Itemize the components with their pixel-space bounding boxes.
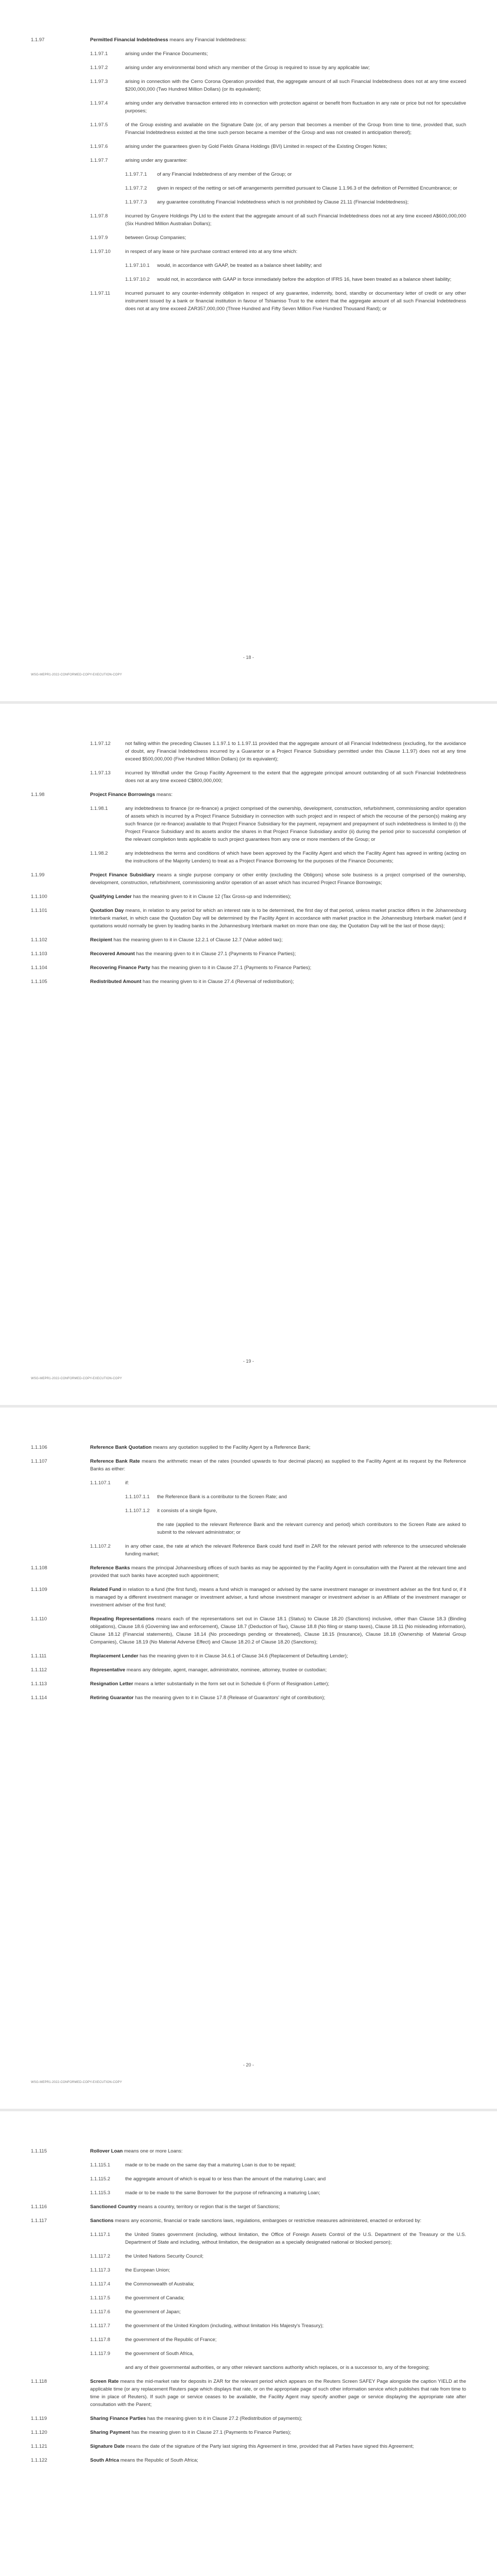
clause [31,936,466,944]
defined-term: Screen Rate [90,2379,119,2384]
clause [31,2378,466,2409]
clause [31,769,466,785]
clause-number: 1.1.117.5 [90,2295,110,2301]
clause-body [125,64,466,72]
clause-body [90,2217,466,2225]
clause-number: 1.1.97.9 [90,235,108,241]
footer-reference: WSG-MEPR1-2022-CONFORMED-COPY-EXECUTION-COPY [31,1377,122,1380]
clause-text: means a letter substantially in the form set out in Schedule 6 (Form of Resignation Letter); [133,1681,330,1687]
clause [31,1458,466,1473]
clause-body [125,212,466,228]
clause-body [125,740,466,763]
defined-term: Project Finance Subsidiary [90,872,155,878]
clause [31,2252,466,2260]
clause-body [125,50,466,58]
clause-text: has the meaning given to it in Clause 27.2 (Redistribution of payments); [146,2416,302,2421]
clause [31,2175,466,2183]
clause-text: made or to be made on the same day that a maturing Loan is due to be repaid; [125,2162,296,2168]
clause-body [90,2378,466,2409]
clause-number: 1.1.117.6 [90,2309,110,2315]
clause [31,1493,466,1501]
clause [31,143,466,150]
clause-body [125,2322,466,2330]
clause-body [90,1444,466,1451]
clause-text: in any other case, the rate at which the relevant Reference Bank could fund itself in ZAR for the relevant period with reference to the unsecured wholesale funding market; [125,1544,466,1557]
clause-text: the government of the Republic of France; [125,2337,217,2343]
clause-number: 1.1.115.3 [90,2190,110,2196]
defined-term: Sharing Finance Parties [90,2416,146,2421]
defined-term: Recipient [90,937,112,943]
clause-text: incurred by Windfall under the Group Facility Agreement to the extent that the aggregate principal amount outstanding of all such Financial Indebtedness does not at any time exceed C$800,000,000; [125,770,466,784]
clause-text: means any quotation supplied to the Facility Agent by a Reference Bank; [151,1445,311,1450]
page-number: - 19 - [243,1359,254,1364]
clause [31,2217,466,2225]
clause-text: the European Union; [125,2267,170,2273]
clause-number: 1.1.117 [31,2218,47,2224]
clause-text: has the meaning given to it in Clause 34.6.1 of Clause 34.6 (Replacement of Defaulting Lender); [138,1653,348,1659]
clause-number: 1.1.98.1 [90,806,108,811]
clause-body [125,1479,466,1487]
clause-text: of any Financial Indebtedness of any member of the Group; or [157,172,292,177]
clause-number: 1.1.112 [31,1667,47,1673]
clause-text: any indebtedness the terms and conditions of which have been approved by the Facility Agent and which the Facility Agent has agreed in writing (acting on the instructions of the Majority Lenders) to treat as a Project Finance Borrowing for the purposes of the Finance Documents; [125,851,466,864]
clause-text: means a single purpose company or other entity (excluding the Obligors) whose sole business is a project comprised of the ownership, development, construction, refurbishment, commissioning and/or operation of an asset which has incurred Project Finance Borrowings; [90,872,466,886]
clause-text: between Group Companies; [125,235,186,241]
clause [31,64,466,72]
clause-number: 1.1.115.2 [90,2176,110,2182]
clause-number: 1.1.97.1 [90,51,108,57]
clause-text: the United Nations Security Council; [125,2253,204,2259]
clause-body [157,184,466,192]
clause-body [125,2266,466,2274]
clause-body [157,262,466,269]
clause [31,248,466,256]
clause [31,1680,466,1688]
clause [31,2336,466,2344]
clause-continuation: and any of their governmental authorities, or any other relevant sanctions authority which replaces, or is a successor to, any of the foregoing; [125,2365,430,2370]
clause-number: 1.1.107 [31,1459,47,1464]
clause-body [90,2429,466,2436]
clause [31,1444,466,1451]
clause-number: 1.1.97 [31,37,45,43]
clause-number: 1.1.97.5 [90,122,108,128]
clause [31,2415,466,2422]
defined-term: Permitted Financial Indebtedness [90,37,168,43]
defined-term: Reference Bank Quotation [90,1445,152,1450]
clause-body [125,2294,466,2302]
clause-number: 1.1.117.4 [90,2281,110,2287]
clause-text: means, in relation to any period for which an interest rate is to be determined, the first day of that period, unless market practice differs in the Johannesburg Interbank market, in which case the Quotation Day will be determined by the Facility Agent in accordance with market practice in the Johannesburg Interbank market (and if quotations would normally be given by leading banks in the Johannesburg Interbank market on more than one day, the Quotation Day will be the last of those days); [90,908,466,929]
clause-body [157,276,466,283]
clause-body [125,2231,466,2246]
clause-text: arising under any derivative transaction entered into in connection with protection against or benefit from fluctuation in any rate or price but not for speculative purposes; [125,100,466,114]
clause-number: 1.1.97.10 [90,249,111,255]
clause-number: 1.1.105 [31,979,47,985]
clause [31,950,466,958]
clause-number: 1.1.99 [31,872,45,878]
clause [31,871,466,887]
clause-body [90,2203,466,2211]
clause-number: 1.1.97.11 [90,291,110,296]
clause-body [125,2280,466,2288]
clause-number: 1.1.97.8 [90,213,108,219]
clause-text: in respect of any lease or hire purchase contract entered into at any time which: [125,249,298,255]
clause [31,2203,466,2211]
clause [31,1652,466,1660]
clause-number: 1.1.97.3 [90,79,108,84]
clause [31,964,466,972]
clause [31,2280,466,2288]
clause-body [90,2456,466,2464]
clause-text: arising under any environmental bond which any member of the Group is required to issue by any applicable law; [125,65,370,71]
defined-term: Resignation Letter [90,1681,133,1687]
clause-body [90,2415,466,2422]
defined-term: Replacement Lender [90,1653,139,1659]
defined-term: Repeating Representations [90,1616,155,1622]
clause-number: 1.1.103 [31,951,47,957]
clause-body [90,36,466,44]
clause-number: 1.1.107.1 [90,1480,111,1486]
clause-number: 1.1.97.7 [90,158,108,163]
clause-body [90,1586,466,1609]
clause-body [90,1652,466,1660]
clause [31,198,466,206]
clause-text: means the arithmetic mean of the rates (rounded upwards to four decimal places) as supplied to the Facility Agent at its request by the Reference Banks as either: [90,1459,467,1472]
clause-body [90,978,466,986]
clause-body [125,2336,466,2344]
clause [31,99,466,115]
clause-body [125,234,466,242]
clause-body [90,907,466,930]
clause-body [90,2443,466,2450]
clause [31,2308,466,2316]
clause-number: 1.1.104 [31,965,47,971]
clause [31,50,466,58]
clause [31,262,466,269]
clause-body [90,2147,466,2155]
clause [31,2231,466,2246]
clause-body [90,871,466,887]
clause [31,157,466,164]
defined-term: Sanctioned Country [90,2204,137,2210]
clause [31,1666,466,1674]
clause [31,2322,466,2330]
defined-term: Sharing Payment [90,2430,130,2435]
clause-body [125,769,466,785]
clause-number: 1.1.107.1.1 [125,1494,150,1500]
defined-term: Project Finance Borrowings [90,792,156,798]
clause [31,2266,466,2274]
clause-number: 1.1.122 [31,2458,47,2463]
defined-term: Reference Banks [90,1565,130,1571]
clause-text: means the mid-market rate for deposits in ZAR for the relevant period which appears on the Reuters Screen SAFEY Page alongside the caption YIELD at the applicable time (or any replacement Reuters page which displays that rate, or on the appropriate page of such other information service which publishes that rate from time to time in place of Reuters). If such page or service ceases to be available, the Facility Agent may specify another page or service displaying the appropriate rate after consultation with the Parent; [90,2379,466,2408]
clause [31,184,466,192]
defined-term: Sanctions [90,2218,114,2224]
clause-text: has the meaning given to it in Clause 27.1 (Payments to Finance Parties); [150,965,312,971]
clause-text: has the meaning given to it in Clause 27.1 (Payments to Finance Parties); [134,951,296,957]
clause-text: if: [125,1480,129,1486]
clause [31,978,466,986]
clause-number: 1.1.115 [31,2148,47,2154]
clause-text: it consists of a single figure, [157,1508,217,1514]
clause-number: 1.1.98 [31,792,45,798]
clause-number: 1.1.97.10.1 [125,263,150,268]
clause [31,290,466,313]
clause [31,2456,466,2464]
clause [31,171,466,178]
clause-body [90,950,466,958]
clause [31,907,466,930]
clause-text: means any economic, financial or trade sanctions laws, regulations, embargoes or restrictive measures administered, enacted or enforced by: [113,2218,422,2224]
clause [31,1543,466,1558]
clause-number: 1.1.97.10.2 [125,277,150,282]
clause-number: 1.1.106 [31,1445,47,1450]
clause [31,121,466,137]
clause [31,78,466,93]
clause-number: 1.1.118 [31,2379,47,2384]
clause-text: means any delegate, agent, manager, administrator, nominee, attorney, trustee or custodian; [125,1667,327,1673]
clause-number: 1.1.117.7 [90,2323,110,2329]
clause-number: 1.1.113 [31,1681,47,1687]
clause-text: any indebtedness to finance (or re-finance) a project comprised of the ownership, development, construction, refurbishment, commissioning and/or operation of assets which is incurred by a Project Finance Subsidiary in connection with such project and in respect of which the recourse of the person(s) making any such finance (or re-finance) available to that Project Finance Subsidiary for the payment, repayment and prepayment of such indebtedness is limited to (i) the Project Finance Subsidiary and its assets and/or the shares in that Project Finance Subsidiary and/or (ii) during the period prior to successful completion of the relevant completion tests applicable to such project guarantees from any one or more members of the Group; or [125,806,466,842]
clause-body [90,1666,466,1674]
clause-text: has the meaning given to it in Clause 12.2.1 of Clause 12.7 (Value added tax); [112,937,283,943]
clause-text: not falling within the preceding Clauses 1.1.97.1 to 1.1.97.11 provided that the aggregate amount of all Financial Indebtedness (excluding, for the avoidance of doubt, any Financial Indebtedness incurred by a Guarantor or a Project Finance Subsidiary permitted under this Clause 1.1.97) does not at any time exceed $500,000,000 (Five Hundred Million Dollars) (or its equivalent); [125,741,466,762]
clause-body [157,171,466,178]
clause [31,850,466,865]
clause-body [157,1493,466,1501]
clause-body [125,2161,466,2169]
clause-number: 1.1.110 [31,1616,47,1622]
clause-text: means each of the representations set out in Clause 18.1 (Status) to Clause 18.20 (Sanctions) inclusive, other than Clause 18.3 (Binding obligations), Clause 18.6 (Governing law and enforcement), Clause 18.7 (Deduction of Tax), Clause 18.8 (No filing or stamp taxes), Clause 18.11 (No misleading information), Clause 18.12 (Financial statements), Clause 18.14 (No proceedings pending or threatened), Clause 18.15 (Insurance), Clause 18.18 (Ownership of Material Group Companies), Clause 18.19 (No Material Adverse Effect) and Clause 18.20.2 of Clause 18.20 (Sanctions); [90,1616,466,1645]
clause [31,2161,466,2169]
clause-text: made or to be made to the same Borrower for the purpose of refinancing a maturing Loan; [125,2190,320,2196]
clause-text: the government of South Africa, [125,2351,194,2357]
clause [31,2443,466,2450]
clause-body [125,157,466,164]
defined-term: Rollover Loan [90,2148,123,2154]
clause-text: has the meaning given to it in Clause 12 (Tax Gross-up and Indemnities); [131,894,292,900]
defined-term: Qualifying Lender [90,894,132,900]
clause-continuation: the rate (applied to the relevant Reference Bank and the relevant currency and period) which contributors to the Screen Rate are asked to submit to the relevant administrator; or [157,1522,466,1535]
clause [31,1479,466,1487]
clause-text: would not, in accordance with GAAP in force immediately before the adoption of IFRS 16, have been treated as a balance sheet liability; [157,277,452,282]
clause-number: 1.1.107.2 [90,1544,111,1549]
clause-number: 1.1.107.1.2 [125,1508,150,1514]
clause-text: given in respect of the netting or set-off arrangements permitted pursuant to Clause 1.1.96.3 of the definition of Permitted Encumbrance; or [157,185,457,191]
clause-body [90,964,466,972]
clause [31,1615,466,1646]
clause [31,2429,466,2436]
clause-body [90,1458,466,1473]
clause-number: 1.1.119 [31,2416,47,2421]
clause-number: 1.1.117.8 [90,2337,110,2343]
clause-text: the United States government (including, without limitation, the Office of Foreign Assets Control of the U.S. Department of the Treasury or the U.S. Department of State and including, without limitation, the designation as a specially designated national or blocked person); [125,2232,466,2245]
clause-number: 1.1.117.9 [90,2351,110,2357]
clause-text: of the Group existing and available on the Signature Date (or, of any person that becomes a member of the Group from time to time, provided that, such Financial Indebtedness existed at the time such person became a member of the Group and was not created in anticipation thereof); [125,122,466,135]
document-page [0,704,497,1405]
footer-reference: WSG-MEPR1-2022-CONFORMED-COPY-EXECUTION-COPY [31,673,122,676]
clause-text: would, in accordance with GAAP, be treated as a balance sheet liability; and [157,263,322,268]
clause-number: 1.1.98.2 [90,851,108,856]
defined-term: South Africa [90,2458,119,2463]
clause-body [90,791,466,799]
clause-body [125,1543,466,1558]
clause-text: means any Financial Indebtedness: [168,37,247,43]
clause-body [125,2189,466,2197]
defined-term: Retiring Guarantor [90,1695,134,1701]
page-number: - 18 - [243,655,254,660]
document-page [0,0,497,701]
clause-body [90,1680,466,1688]
clause-text: arising in connection with the Cerro Corona Operation provided that, the aggregate amount of all such Financial Indebtedness does not at any time exceed $200,000,000 (Two Hundred Million Dollars) (or its equivalent); [125,79,466,92]
clause-text: arising under the guarantees given by Gold Fields Ghana Holdings (BVI) Limited in respect of the Existing Orogen Notes; [125,144,387,149]
clause-text: means: [155,792,173,798]
clause-number: 1.1.97.13 [90,770,111,776]
clause-number: 1.1.117.3 [90,2267,110,2273]
clause-text: has the meaning given to it in Clause 17.8 (Release of Guarantors' right of contribution); [133,1695,325,1701]
clause-number: 1.1.97.7.3 [125,199,147,205]
clause-number: 1.1.100 [31,894,47,900]
defined-term: Signature Date [90,2444,125,2449]
clause-body [125,2252,466,2260]
defined-term: Recovering Finance Party [90,965,150,971]
clause [31,36,466,44]
footer-reference: WSG-MEPR1-2022-CONFORMED-COPY-EXECUTION-COPY [31,2081,122,2084]
clause-text: means the date of the signature of the Party last signing this Agreement in time, provided that all Parties have signed this Agreement; [125,2444,414,2449]
clause-text: any guarantee constituting Financial Indebtedness which is not prohibited by Clause 21.11 (Financial Indebtedness); [157,199,409,205]
clause-number: 1.1.121 [31,2444,47,2449]
clause-body [125,2175,466,2183]
clause-body [90,893,466,901]
clause [31,1507,466,1515]
clause-number: 1.1.97.7.1 [125,172,147,177]
clause-number: 1.1.97.12 [90,741,111,747]
clause-number: 1.1.101 [31,908,47,913]
clause-text: arising under any guarantee: [125,158,187,163]
clause-body [90,1694,466,1702]
clause-text: has the meaning given to it in Clause 27.4 (Reversal of redistribution); [141,979,294,985]
clause-number: 1.1.117.2 [90,2253,110,2259]
clause [31,893,466,901]
clause-text: the Commonwealth of Australia; [125,2281,195,2287]
clause-text: incurred pursuant to any counter-indemnity obligation in respect of any guarantee, indemnity, bond, standby or documentary letter of credit or any other instrument issued by a bank or financial institution in favour of Tshiamiso Trust to the extent that the aggregate amount of all such Financial Indebtedness does not at any time exceed ZAR357,000,000 (Three Hundred and Fifty Seven Million Five Hundred Thousand Rand); or [125,291,466,312]
clause-text: the government of the United Kingdom (including, without limitation His Majesty's Treasury); [125,2323,324,2329]
clause-body [125,99,466,115]
clause-text: the Reference Bank is a contributor to the Screen Rate; and [157,1494,287,1500]
clause-body [90,936,466,944]
clause-number: 1.1.102 [31,937,47,943]
clause [31,2147,466,2155]
clause-number: 1.1.117.1 [90,2232,110,2238]
document-page [0,1408,497,2109]
defined-term: Quotation Day [90,908,124,913]
clause [31,2189,466,2197]
clause-number: 1.1.120 [31,2430,47,2435]
clause-text: the government of Canada; [125,2295,185,2301]
clause-body [90,1615,466,1646]
clause-text: means a country, territory or region that is the target of Sanctions; [136,2204,280,2210]
defined-term: Reference Bank Rate [90,1459,140,1464]
clause-text: arising under the Finance Documents; [125,51,208,57]
clause [31,791,466,799]
clause-body [125,2350,466,2358]
clause [31,2294,466,2302]
clause-body [125,850,466,865]
clause-body [125,121,466,137]
clause [31,276,466,283]
clause-text: means the principal Johannesburg offices of such banks as may be appointed by the Facility Agent in consultation with the Parent at the relevant time and provided that such banks have accepted such appointment; [90,1565,466,1579]
clause-number: 1.1.108 [31,1565,47,1571]
clause [31,805,466,843]
defined-term: Representative [90,1667,126,1673]
clause-text: in relation to a fund (the first fund), means a fund which is managed or advised by the same investment manager or investment adviser as the first fund or, if it is managed by a different investment manager or investment adviser, a fund whose investment manager or investment adviser is an Affiliate of the investment manager or investment adviser of the first fund; [90,1587,466,1608]
clause-body [90,1564,466,1580]
page-number: - 20 - [243,2062,254,2067]
document-page [0,2111,497,2576]
clause-text: has the meaning given to it in Clause 27.1 (Payments to Finance Parties); [130,2430,292,2435]
clause-number: 1.1.114 [31,1695,47,1701]
clause-body [125,290,466,313]
clause-body [157,1507,466,1515]
clause-number: 1.1.111 [31,1653,47,1659]
clause-body [125,805,466,843]
clause-body [157,198,466,206]
clause [31,212,466,228]
clause-number: 1.1.97.7.2 [125,185,147,191]
clause-number: 1.1.115.1 [90,2162,110,2168]
clause-number: 1.1.97.4 [90,100,108,106]
clause-body [125,248,466,256]
clause [31,234,466,242]
clause-body [125,2308,466,2316]
clause-text: means the Republic of South Africa; [119,2458,198,2463]
clause [31,1694,466,1702]
clause-number: 1.1.97.2 [90,65,108,71]
defined-term: Related Fund [90,1587,122,1592]
clause-number: 1.1.109 [31,1587,47,1592]
clause-text: the aggregate amount of which is equal to or less than the amount of the maturing Loan; and [125,2176,326,2182]
clause [31,1586,466,1609]
clause [31,740,466,763]
clause-text: means one or more Loans: [123,2148,183,2154]
defined-term: Redistributed Amount [90,979,142,985]
defined-term: Recovered Amount [90,951,135,957]
clause-text: incurred by Gruyere Holdings Pty Ltd to the extent that the aggregate amount of all such Financial Indebtedness does not at any time exceed A$600,000,000 (Six Hundred Million Australian Dollars); [125,213,466,227]
clause-body [125,143,466,150]
clause [31,2350,466,2358]
clause [31,1564,466,1580]
clause-body [125,78,466,93]
clause-number: 1.1.116 [31,2204,47,2210]
clause-number: 1.1.97.6 [90,144,108,149]
clause-text: the government of Japan; [125,2309,181,2315]
